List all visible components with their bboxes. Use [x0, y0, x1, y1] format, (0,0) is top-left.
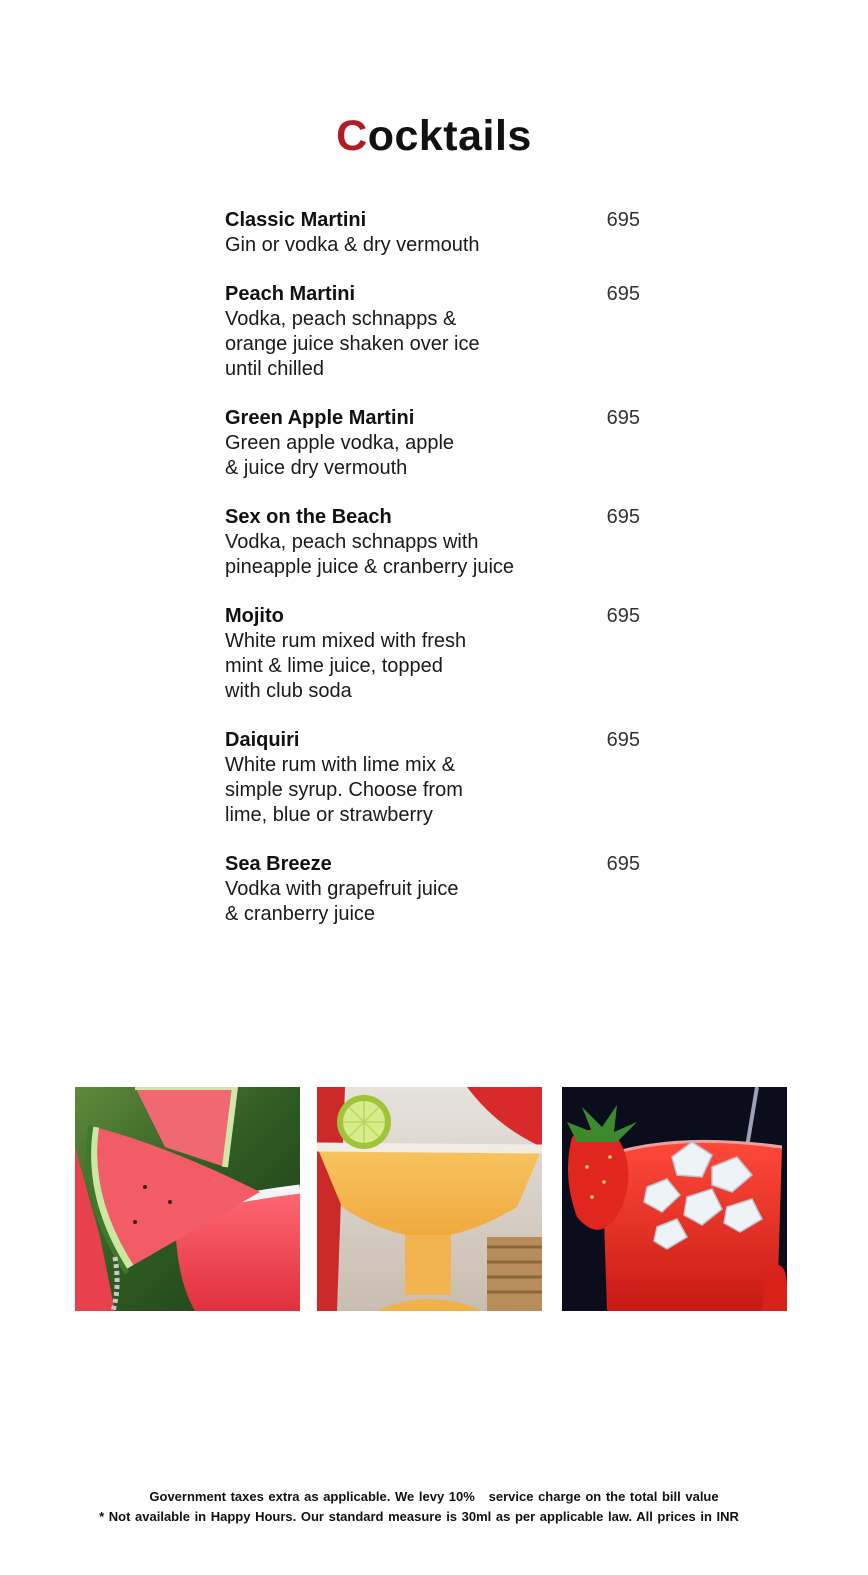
item-description: Vodka, peach schnapps & orange juice shaken over ice until chilled — [225, 308, 480, 380]
item-name: Mojito — [225, 605, 284, 627]
watermelon-cocktail-photo — [75, 1087, 300, 1311]
item-price: 695 — [606, 407, 640, 429]
item-name: Sea Breeze — [225, 853, 332, 875]
item-name: Classic Martini — [225, 209, 367, 231]
item-price: 695 — [606, 209, 640, 231]
item-price: 695 — [606, 283, 640, 305]
item-price: 695 — [606, 605, 640, 627]
footer-tax-note: Government taxes extra as applicable. We levy 10% service charge on the total bill value — [149, 1489, 719, 1504]
item-name: Sex on the Beach — [225, 506, 392, 528]
menu-item — [225, 852, 645, 927]
page-title — [0, 110, 868, 162]
footer-measure-note: * Not available in Happy Hours. Our standard measure is 30ml as per applicable law. All prices in INR — [99, 1509, 739, 1524]
menu-item — [225, 505, 645, 580]
item-description: Gin or vodka & dry vermouth — [225, 234, 480, 256]
menu-item — [225, 282, 645, 382]
menu-item — [225, 604, 645, 704]
strawberry-cocktail-photo — [562, 1087, 787, 1311]
margarita-cocktail-photo — [317, 1087, 542, 1311]
item-description: Vodka, peach schnapps with pineapple juice & cranberry juice — [225, 531, 515, 578]
footer-notes — [0, 1487, 868, 1527]
menu-item — [225, 208, 645, 258]
item-description: White rum mixed with fresh mint & lime juice, topped with club soda — [225, 630, 467, 702]
item-price: 695 — [606, 506, 640, 528]
item-description: Vodka with grapefruit juice & cranberry juice — [225, 878, 459, 925]
item-name: Peach Martini — [225, 283, 356, 305]
title-initial: C — [336, 112, 368, 160]
cocktail-photos — [75, 1087, 787, 1311]
item-name: Daiquiri — [225, 729, 300, 751]
menu-item — [225, 728, 645, 828]
menu-item — [225, 406, 645, 481]
item-name: Green Apple Martini — [225, 407, 415, 429]
item-description: White rum with lime mix & simple syrup. Choose from lime, blue or strawberry — [225, 754, 463, 826]
item-price: 695 — [606, 853, 640, 875]
cocktail-menu — [225, 208, 645, 951]
item-description: Green apple vodka, apple & juice dry vermouth — [225, 432, 455, 479]
title-rest: ocktails — [367, 112, 532, 160]
item-price: 695 — [606, 729, 640, 751]
